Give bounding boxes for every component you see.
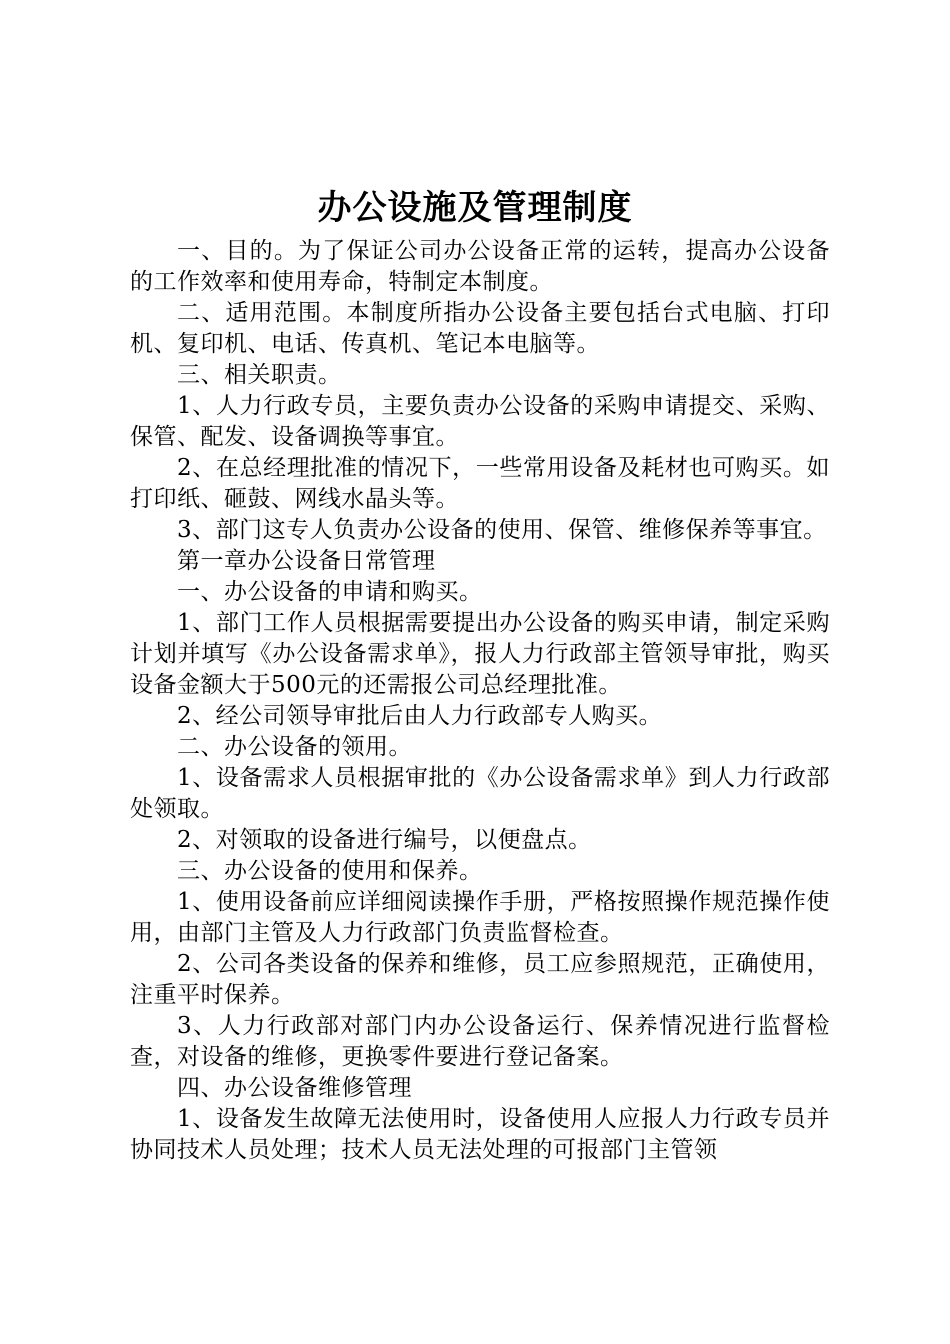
paragraph: 2、公司各类设备的保养和维修，员工应参照规范，正确使用，注重平时保养。	[130, 951, 830, 1008]
paragraph: 一、目的。为了保证公司办公设备正常的运转，提高办公设备的工作效率和使用寿命，特制定本制度。	[130, 238, 830, 295]
paragraph: 1、人力行政专员，主要负责办公设备的采购申请提交、采购、保管、配发、设备调换等事宜。	[130, 393, 830, 450]
paragraph: 3、部门这专人负责办公设备的使用、保管、维修保养等事宜。	[177, 517, 827, 543]
paragraph: 2、经公司领导审批后由人力行政部专人购买。	[177, 703, 663, 729]
paragraph: 2、对领取的设备进行编号，以便盘点。	[177, 827, 592, 853]
paragraph: 1、设备发生故障无法使用时，设备使用人应报人力行政专员并协同技术人员处理；技术人员无法处理的可报部门主管领	[130, 1106, 830, 1163]
paragraph: 1、部门工作人员根据需要提出办公设备的购买申请，制定采购计划并填写《办公设备需求单》，报人力行政部主管领导审批，购买设备金额大于500元的还需报公司总经理批准。	[130, 610, 830, 698]
section-heading: 三、办公设备的使用和保养。	[177, 858, 483, 884]
paragraph: 二、适用范围。本制度所指办公设备主要包括台式电脑、打印机、复印机、电话、传真机、笔记本电脑等。	[130, 300, 830, 357]
section-heading: 一、办公设备的申请和购买。	[177, 579, 483, 605]
chapter-heading: 第一章办公设备日常管理	[177, 548, 436, 574]
paragraph: 三、相关职责。	[177, 362, 342, 388]
paragraph: 1、使用设备前应详细阅读操作手册，严格按照操作规范操作使用，由部门主管及人力行政部门负责监督检查。	[130, 889, 830, 946]
paragraph: 3、人力行政部对部门内办公设备运行、保养情况进行监督检查，对设备的维修，更换零件要进行登记备案。	[130, 1013, 830, 1070]
document-title: 办公设施及管理制度	[317, 188, 633, 228]
document-body	[130, 236, 830, 1166]
section-heading: 二、办公设备的领用。	[177, 734, 412, 760]
section-heading: 四、办公设备维修管理	[177, 1075, 412, 1101]
paragraph: 2、在总经理批准的情况下，一些常用设备及耗材也可购买。如打印纸、砸鼓、网线水晶头等。	[130, 455, 830, 512]
paragraph: 1、设备需求人员根据审批的《办公设备需求单》到人力行政部处领取。	[130, 765, 830, 822]
